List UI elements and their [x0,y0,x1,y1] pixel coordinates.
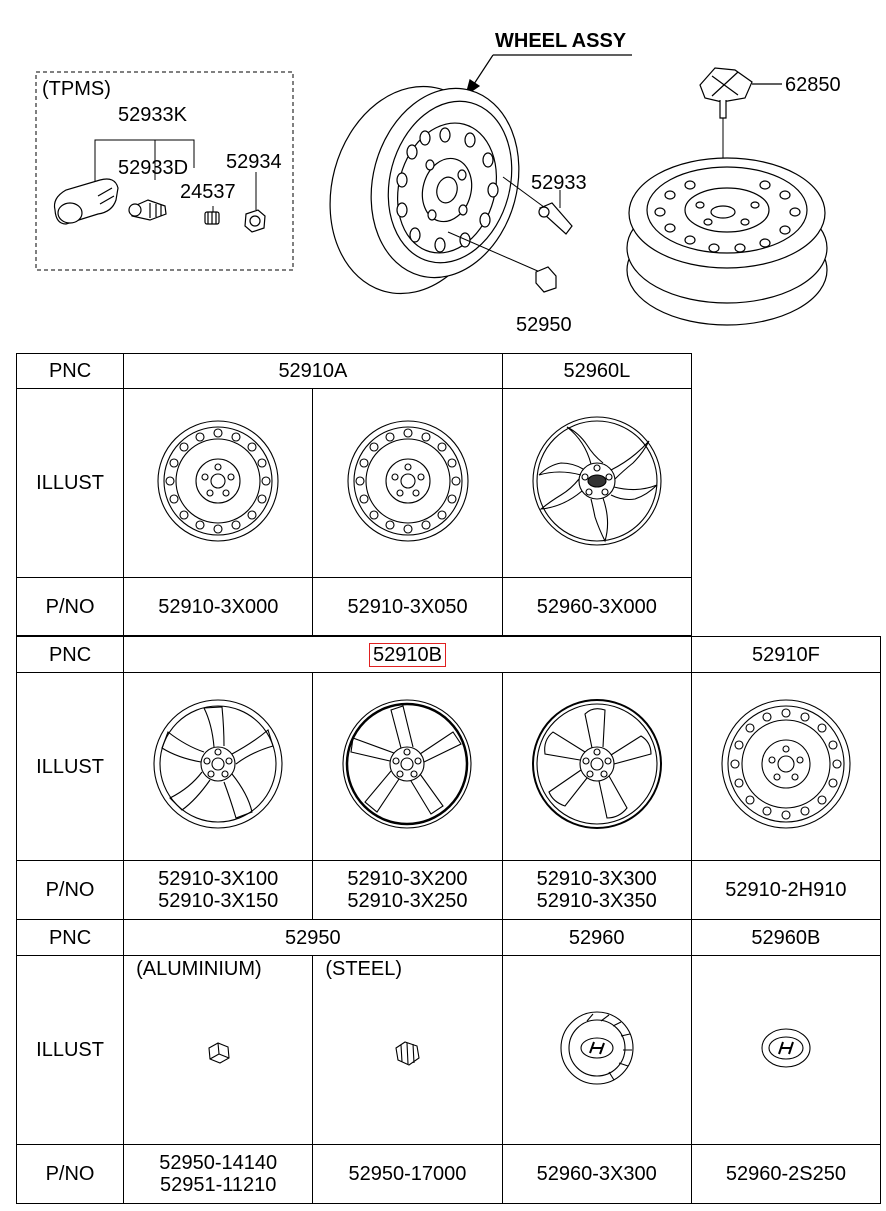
part-label-52933D: 52933D [118,157,189,179]
part-label-52933K: 52933K [118,104,187,126]
illust-cell [502,389,691,578]
pno-value: 52960-3X000 [502,578,691,636]
pno-header: P/NO [17,1145,124,1204]
pno-line: 52960-2S250 [725,1163,846,1185]
main-steel-wheel-icon [308,68,540,312]
part-label-24537: 24537 [180,181,236,203]
pno-value [502,861,691,920]
part-label-52950: 52950 [516,314,572,336]
pno-line: 52950-14140 [159,1152,278,1174]
illust-cell [313,956,502,1145]
illust-cell [124,389,313,578]
pno-value: 52910-3X050 [313,578,502,636]
part-label-52933: 52933 [531,172,587,194]
illust-cell [124,673,313,861]
alloy-wheel-icon [150,696,286,832]
parts-table-section-2 [16,636,881,1204]
illust-cell [502,673,691,861]
note-aluminium: (ALUMINIUM) [136,958,262,980]
pnc-header: PNC [17,920,124,956]
illust-header: ILLUST [17,389,124,578]
part-label-62850: 62850 [785,74,841,96]
pnc-value: 52910A [124,354,503,389]
illust-cell [691,956,880,1145]
highlighted-pnc-52910B: 52910B [369,643,446,667]
steel-wheel-icon [718,696,854,832]
valve-core-icon [205,212,219,224]
pno-value [124,861,313,920]
pnc-value: 52960 [502,920,691,956]
lug-nut-icon [393,1038,423,1068]
pno-line: 52951-11210 [160,1174,277,1196]
pno-value [313,1145,502,1204]
pno-value [313,861,502,920]
pnc-header: PNC [17,354,124,389]
illust-header: ILLUST [17,673,124,861]
lug-nut-icon [536,267,556,292]
lug-nut-icon [206,1040,232,1066]
pno-line: 52910-3X100 [158,868,279,890]
pno-value [691,861,880,920]
pnc-value: 52960L [502,354,691,389]
pnc-value: 52950 [124,920,502,956]
pno-header: P/NO [17,578,124,636]
note-steel: (STEEL) [325,958,403,980]
pnc-value: 52960B [691,920,880,956]
pno-value [502,1145,691,1204]
pno-line: 52910-2H910 [725,879,847,901]
illust-cell [313,389,502,578]
pno-header: P/NO [17,861,124,920]
valve-stem-icon [129,200,166,220]
wheel-assy-label: WHEEL ASSY [495,30,627,52]
pno-line: 52910-3X250 [347,890,468,912]
illust-cell [502,956,691,1145]
valve-icon [539,203,572,234]
pno-line: 52960-3X300 [536,1163,657,1185]
spare-wheel-icon [627,158,827,325]
alloy-wheel-icon [529,696,665,832]
pnc-value: 52910F [691,637,880,673]
steel-wheel-icon [343,416,473,546]
pnc-header: PNC [17,637,124,673]
part-label-52934: 52934 [226,151,282,173]
tpms-label: (TPMS) [42,78,111,100]
illust-cell [124,956,313,1145]
valve-nut-icon [245,210,265,232]
illust-cell [691,673,880,861]
wheel-assy-arrow [466,55,632,95]
illust-header: ILLUST [17,956,124,1145]
steel-wheel-icon [153,416,283,546]
alloy-wheel-icon [339,696,475,832]
center-cap-icon [557,1008,637,1088]
pno-line: 52950-17000 [348,1163,467,1185]
pnc-value [124,637,692,673]
pno-value [691,1145,880,1204]
pno-line: 52910-3X350 [536,890,657,912]
pno-line: 52910-3X300 [536,868,657,890]
pno-value [124,1145,313,1204]
pno-line: 52910-3X200 [347,868,468,890]
parts-table-section-1 [16,353,692,636]
wheel-cover-icon [529,413,665,549]
pno-value: 52910-3X000 [124,578,313,636]
hyundai-emblem-icon [759,1025,813,1071]
tpms-sensor-icon [54,179,118,224]
pno-line: 52910-3X150 [158,890,279,912]
illust-cell [313,673,502,861]
